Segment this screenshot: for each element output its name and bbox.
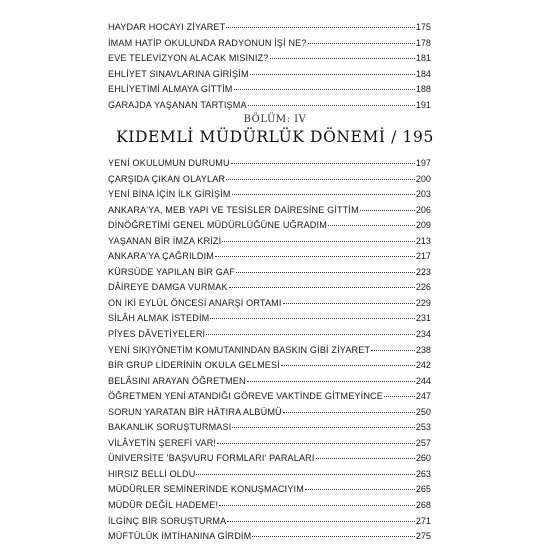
- toc-entry-title: EVE TELEVİZYON ALACAK MISINIZ?: [108, 53, 269, 64]
- toc-entry-title: HIRSIZ BELLİ OLDU: [108, 468, 196, 479]
- toc-entry-page: 217: [415, 251, 431, 262]
- toc-entry-page: 275: [415, 531, 431, 542]
- toc-entry[interactable]: [108, 311, 431, 327]
- toc-entry-page: 226: [415, 282, 431, 293]
- toc-entry-page: 197: [415, 158, 431, 168]
- toc-entry[interactable]: [108, 187, 431, 203]
- toc-entry[interactable]: [108, 218, 431, 234]
- toc-entry-page: 178: [415, 37, 431, 48]
- toc-entry[interactable]: [108, 467, 431, 483]
- toc-entry-title: DİNÖĞRETİMİ GENEL MÜDÜRLÜĞÜNE UĞRADIM: [108, 220, 327, 231]
- toc-entry-title: BELÂSINI ARAYAN ÖĞRETMEN: [108, 375, 246, 386]
- toc-entry[interactable]: [108, 296, 431, 312]
- toc-dot-leader: [196, 474, 414, 475]
- toc-entry[interactable]: [108, 374, 431, 390]
- toc-entry-title: ON İKİ EYLÜL ÖNCESİ ANARŞİ ORTAMI: [108, 297, 282, 308]
- toc-entry[interactable]: [108, 67, 431, 83]
- part-title: KIDEMLİ MÜDÜRLÜK DÖNEMİ / 195: [116, 128, 434, 146]
- toc-dot-leader: [281, 365, 415, 366]
- toc-entry-title: YENİ SIKIYÖNETİM KOMUTANINDAN BASKIN GİBİ ZİYARET: [108, 344, 371, 355]
- toc-entry-title: MÜFTÜLÜK İMTİHANINA GİRDİM: [108, 531, 252, 542]
- toc-entry-page: 234: [415, 329, 431, 340]
- toc-entry-page: 244: [415, 375, 431, 386]
- toc-entry-title: İLGİNÇ BİR SORUŞTURMA: [108, 515, 227, 526]
- toc-entry-page: 231: [415, 313, 431, 324]
- toc-entry-title: BAKANLIK SORUŞTURMASI: [108, 422, 232, 433]
- toc-entry-page: 184: [415, 68, 431, 79]
- toc-dot-leader: [248, 105, 415, 106]
- toc-entry[interactable]: [108, 249, 431, 265]
- toc-entry-page: 188: [415, 84, 431, 95]
- toc-entry[interactable]: [108, 234, 431, 250]
- toc-dot-leader: [305, 489, 415, 490]
- toc-entry-title: ÜNİVERSİTE 'BAŞVURU FORMLARI' PARALARI: [108, 453, 315, 464]
- toc-dot-leader: [226, 27, 414, 28]
- toc-entry-page: 229: [415, 297, 431, 308]
- toc-dot-leader: [206, 334, 415, 335]
- toc-dot-leader: [227, 521, 414, 522]
- toc-entry[interactable]: [108, 436, 431, 452]
- toc-entry[interactable]: [108, 482, 431, 498]
- toc-dot-leader: [308, 43, 415, 44]
- toc-dot-leader: [222, 241, 415, 242]
- toc-list-before: [108, 20, 431, 114]
- toc-dot-leader: [252, 536, 414, 537]
- toc-dot-leader: [371, 350, 415, 351]
- toc-dot-leader: [328, 225, 415, 226]
- toc-entry[interactable]: [108, 327, 431, 343]
- toc-entry[interactable]: [108, 82, 431, 98]
- toc-dot-leader: [236, 272, 415, 273]
- toc-dot-leader: [210, 318, 414, 319]
- toc-entry-page: 242: [415, 360, 431, 371]
- toc-dot-leader: [270, 58, 415, 59]
- toc-entry[interactable]: [108, 51, 431, 67]
- toc-dot-leader: [232, 194, 415, 195]
- toc-entry-page: 271: [415, 515, 431, 526]
- toc-entry-page: 247: [415, 391, 431, 402]
- toc-entry[interactable]: [108, 36, 431, 52]
- toc-dot-leader: [232, 427, 414, 428]
- toc-entry-page: 263: [415, 468, 431, 479]
- toc-entry-page: 200: [415, 173, 431, 184]
- toc-entry-page: 209: [415, 220, 431, 231]
- toc-entry-title: DÂİREYE DAMGA VURMAK: [108, 282, 228, 293]
- toc-entry[interactable]: [108, 451, 431, 467]
- toc-entry[interactable]: [108, 156, 431, 172]
- toc-entry-title: GARAJDA YAŞANAN TARTIŞMA: [108, 99, 247, 110]
- toc-dot-leader: [283, 303, 415, 304]
- part-label: BÖLÜM: IV: [243, 114, 307, 125]
- toc-entry[interactable]: [108, 405, 431, 421]
- toc-entry[interactable]: [108, 20, 431, 36]
- toc-entry[interactable]: [108, 514, 431, 530]
- toc-entry[interactable]: [108, 343, 431, 359]
- toc-entry[interactable]: [108, 98, 431, 114]
- toc-list-after: [108, 156, 431, 545]
- toc-dot-leader: [231, 163, 415, 164]
- toc-entry-page: 250: [415, 406, 431, 417]
- toc-dot-leader: [219, 505, 415, 506]
- toc-entry-title: ANKARA'YA, MEB YAPI VE TESİSLER DAİRESİNE GİTTİM: [108, 204, 359, 215]
- toc-dot-leader: [384, 396, 415, 397]
- toc-entry[interactable]: [108, 265, 431, 281]
- toc-dot-leader: [226, 179, 415, 180]
- toc-entry-page: 257: [415, 437, 431, 448]
- toc-dot-leader: [247, 381, 415, 382]
- toc-entry-title: YAŞANAN BİR İMZA KRİZİ: [108, 235, 222, 246]
- toc-dot-leader: [215, 256, 415, 257]
- toc-entry-page: 265: [415, 484, 431, 495]
- toc-entry-page: 268: [415, 500, 431, 511]
- toc-entry-title: ANKARA'YA ÇAĞRILDIM: [108, 251, 214, 262]
- toc-entry-page: 223: [415, 266, 431, 277]
- toc-entry[interactable]: [108, 203, 431, 219]
- toc-entry-page: 181: [415, 53, 431, 64]
- toc-entry[interactable]: [108, 172, 431, 188]
- toc-entry-title: VİLÂYETİN ŞEREFİ VAR!: [108, 437, 217, 448]
- toc-dot-leader: [229, 287, 415, 288]
- toc-entry-title: BİR GRUP LİDERİNİN OKULA GELMESİ: [108, 360, 280, 371]
- toc-entry-title: İMAM HATİP OKULUNDA RADYONUN İŞİ NE?: [108, 37, 307, 48]
- toc-entry[interactable]: [108, 358, 431, 374]
- toc-entry-title: MÜDÜR DEĞİL HADEME!: [108, 500, 219, 511]
- toc-entry-page: 206: [415, 204, 431, 215]
- toc-entry-title: HAYDAR HOCAYI ZİYARET: [108, 22, 226, 32]
- toc-dot-leader: [360, 210, 415, 211]
- toc-entry-page: 203: [415, 189, 431, 200]
- toc-entry-title: SORUN YARATAN BİR HÂTIRA ALBÜMÜ: [108, 406, 282, 417]
- toc-entry[interactable]: [108, 498, 431, 514]
- toc-entry-title: PİYES DÂVETİYELERİ: [108, 329, 206, 340]
- toc-entry[interactable]: [108, 280, 431, 296]
- toc-entry-title: YENİ OKULUMUN DURUMU: [108, 158, 230, 168]
- toc-entry-page: 238: [415, 344, 431, 355]
- toc-entry-page: 213: [415, 235, 431, 246]
- toc-entry[interactable]: [108, 420, 431, 436]
- toc-entry-title: YENİ BİNA İÇİN İLK GİRİŞİM: [108, 189, 231, 200]
- toc-dot-leader: [234, 89, 415, 90]
- toc-dot-leader: [316, 458, 415, 459]
- toc-dot-leader: [283, 412, 415, 413]
- toc-entry-page: 191: [415, 99, 431, 110]
- toc-entry-title: EHLİYET SINAVLARINA GİRİŞİM: [108, 68, 249, 79]
- toc-entry-title: SİLÂH ALMAK İSTEDİM: [108, 313, 210, 324]
- toc-entry-title: EHLİYETİMİ ALMAYA GİTTİM: [108, 84, 233, 95]
- toc-entry-title: ÖĞRETMEN YENİ ATANDIĞI GÖREVE VAKTİNDE GİTMEYİNCE: [108, 391, 383, 402]
- toc-entry[interactable]: [108, 389, 431, 405]
- toc-entry-page: 175: [415, 22, 431, 32]
- toc-dot-leader: [217, 443, 415, 444]
- toc-entry-page: 260: [415, 453, 431, 464]
- toc-entry-title: MÜDÜRLER SEMİNERİNDE KONUŞMACIYIM: [108, 484, 304, 495]
- toc-entry[interactable]: [108, 529, 431, 545]
- toc-entry-title: ÇARŞIDA ÇIKAN OLAYLAR: [108, 173, 226, 184]
- toc-entry-page: 253: [415, 422, 431, 433]
- toc-dot-leader: [250, 74, 415, 75]
- toc-entry-title: KÜRSÜDE YAPILAN BİR GAF: [108, 266, 235, 277]
